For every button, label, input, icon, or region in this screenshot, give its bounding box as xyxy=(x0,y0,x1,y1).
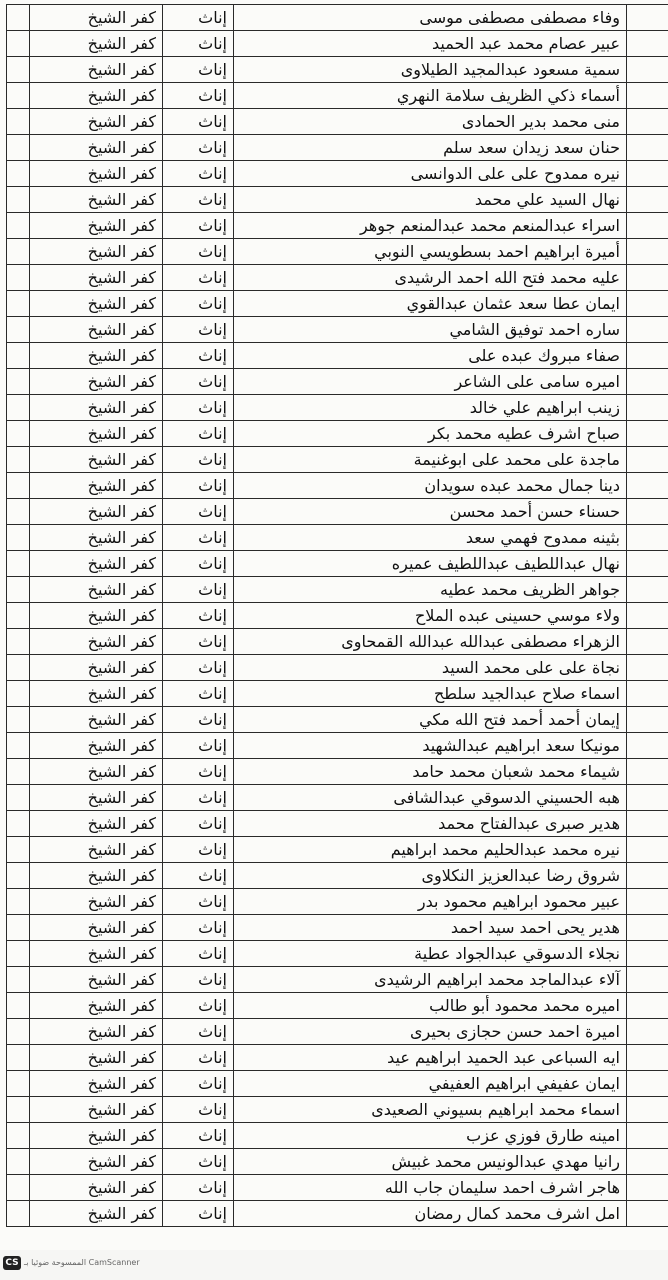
row-blank-cell xyxy=(627,1201,668,1227)
name-cell: هاجر اشرف احمد سليمان جاب الله xyxy=(234,1175,627,1201)
table-row xyxy=(7,811,668,837)
edge-cell xyxy=(7,291,30,317)
camscanner-logo-icon: CS xyxy=(3,1256,21,1270)
row-blank-cell xyxy=(627,1071,668,1097)
name-cell: نجلاء الدسوقي عبدالجواد عطية xyxy=(234,941,627,967)
name-cell: زينب ابراهيم علي خالد xyxy=(234,395,627,421)
gender-cell: إناث xyxy=(163,187,234,213)
table-row xyxy=(7,83,668,109)
table-row xyxy=(7,629,668,655)
governorate-cell: كفر الشيخ xyxy=(30,863,163,889)
governorate-cell: كفر الشيخ xyxy=(30,993,163,1019)
gender-cell: إناث xyxy=(163,1201,234,1227)
gender-cell: إناث xyxy=(163,629,234,655)
name-cell: إيمان أحمد أحمد فتح الله مكي xyxy=(234,707,627,733)
edge-cell xyxy=(7,915,30,941)
governorate-cell: كفر الشيخ xyxy=(30,681,163,707)
edge-cell xyxy=(7,889,30,915)
table-row xyxy=(7,1149,668,1175)
edge-cell xyxy=(7,811,30,837)
name-cell: حنان سعد زيدان سعد سلم xyxy=(234,135,627,161)
edge-cell xyxy=(7,1149,30,1175)
name-cell: عليه محمد فتح الله احمد الرشيدى xyxy=(234,265,627,291)
governorate-cell: كفر الشيخ xyxy=(30,239,163,265)
edge-cell xyxy=(7,629,30,655)
row-blank-cell xyxy=(627,135,668,161)
edge-cell xyxy=(7,213,30,239)
row-blank-cell xyxy=(627,915,668,941)
table-row xyxy=(7,109,668,135)
gender-cell: إناث xyxy=(163,31,234,57)
edge-cell xyxy=(7,603,30,629)
edge-cell xyxy=(7,135,30,161)
governorate-cell: كفر الشيخ xyxy=(30,525,163,551)
governorate-cell: كفر الشيخ xyxy=(30,811,163,837)
table-row xyxy=(7,681,668,707)
gender-cell: إناث xyxy=(163,785,234,811)
row-blank-cell xyxy=(627,759,668,785)
row-blank-cell xyxy=(627,369,668,395)
gender-cell: إناث xyxy=(163,889,234,915)
name-cell: بثينه ممدوح فهمي سعد xyxy=(234,525,627,551)
gender-cell: إناث xyxy=(163,369,234,395)
edge-cell xyxy=(7,1097,30,1123)
name-cell: ايمان عفيفي ابراهيم العفيفي xyxy=(234,1071,627,1097)
row-blank-cell xyxy=(627,499,668,525)
gender-cell: إناث xyxy=(163,161,234,187)
edge-cell xyxy=(7,733,30,759)
gender-cell: إناث xyxy=(163,1097,234,1123)
gender-cell: إناث xyxy=(163,863,234,889)
edge-cell xyxy=(7,239,30,265)
gender-cell: إناث xyxy=(163,499,234,525)
governorate-cell: كفر الشيخ xyxy=(30,889,163,915)
name-cell: نهال عبداللطيف عبداللطيف عميره xyxy=(234,551,627,577)
governorate-cell: كفر الشيخ xyxy=(30,1149,163,1175)
row-blank-cell xyxy=(627,707,668,733)
table-row xyxy=(7,395,668,421)
row-blank-cell xyxy=(627,1149,668,1175)
edge-cell xyxy=(7,1019,30,1045)
governorate-cell: كفر الشيخ xyxy=(30,603,163,629)
table-row xyxy=(7,213,668,239)
row-blank-cell xyxy=(627,967,668,993)
row-blank-cell xyxy=(627,239,668,265)
gender-cell: إناث xyxy=(163,525,234,551)
governorate-cell: كفر الشيخ xyxy=(30,1201,163,1227)
governorate-cell: كفر الشيخ xyxy=(30,915,163,941)
row-blank-cell xyxy=(627,941,668,967)
governorate-cell: كفر الشيخ xyxy=(30,31,163,57)
edge-cell xyxy=(7,837,30,863)
table-row xyxy=(7,447,668,473)
name-cell: امل اشرف محمد كمال رمضان xyxy=(234,1201,627,1227)
edge-cell xyxy=(7,1175,30,1201)
edge-cell xyxy=(7,785,30,811)
edge-cell xyxy=(7,83,30,109)
governorate-cell: كفر الشيخ xyxy=(30,109,163,135)
table-row xyxy=(7,161,668,187)
gender-cell: إناث xyxy=(163,5,234,31)
gender-cell: إناث xyxy=(163,265,234,291)
row-blank-cell xyxy=(627,629,668,655)
edge-cell xyxy=(7,31,30,57)
edge-cell xyxy=(7,421,30,447)
name-cell: ماجدة على محمد على ابوغنيمة xyxy=(234,447,627,473)
row-blank-cell xyxy=(627,1097,668,1123)
row-blank-cell xyxy=(627,291,668,317)
edge-cell xyxy=(7,1201,30,1227)
name-cell: صفاء مبروك عبده على xyxy=(234,343,627,369)
gender-cell: إناث xyxy=(163,551,234,577)
name-cell: رانيا مهدي عبدالونيس محمد غبيش xyxy=(234,1149,627,1175)
table-row xyxy=(7,525,668,551)
table-row xyxy=(7,1071,668,1097)
governorate-cell: كفر الشيخ xyxy=(30,447,163,473)
name-cell: آلاء عبدالماجد محمد ابراهيم الرشيدى xyxy=(234,967,627,993)
table-row xyxy=(7,369,668,395)
governorate-cell: كفر الشيخ xyxy=(30,317,163,343)
table-row xyxy=(7,291,668,317)
governorate-cell: كفر الشيخ xyxy=(30,759,163,785)
row-blank-cell xyxy=(627,1175,668,1201)
edge-cell xyxy=(7,993,30,1019)
governorate-cell: كفر الشيخ xyxy=(30,83,163,109)
name-cell: اميرة احمد حسن حجازى بحيرى xyxy=(234,1019,627,1045)
row-blank-cell xyxy=(627,785,668,811)
gender-cell: إناث xyxy=(163,915,234,941)
governorate-cell: كفر الشيخ xyxy=(30,5,163,31)
table-row xyxy=(7,1201,668,1227)
row-blank-cell xyxy=(627,5,668,31)
gender-cell: إناث xyxy=(163,733,234,759)
row-blank-cell xyxy=(627,655,668,681)
governorate-cell: كفر الشيخ xyxy=(30,1175,163,1201)
name-cell: وفاء مصطفى مصطفى موسى xyxy=(234,5,627,31)
row-blank-cell xyxy=(627,551,668,577)
row-blank-cell xyxy=(627,31,668,57)
gender-cell: إناث xyxy=(163,1123,234,1149)
edge-cell xyxy=(7,395,30,421)
row-blank-cell xyxy=(627,395,668,421)
gender-cell: إناث xyxy=(163,109,234,135)
name-cell: دينا جمال محمد عبده سويدان xyxy=(234,473,627,499)
gender-cell: إناث xyxy=(163,343,234,369)
row-blank-cell xyxy=(627,811,668,837)
gender-cell: إناث xyxy=(163,1071,234,1097)
gender-cell: إناث xyxy=(163,473,234,499)
table-row xyxy=(7,135,668,161)
name-cell: شيماء محمد شعبان محمد حامد xyxy=(234,759,627,785)
gender-cell: إناث xyxy=(163,993,234,1019)
gender-cell: إناث xyxy=(163,1045,234,1071)
name-cell: منى محمد بدير الحمادى xyxy=(234,109,627,135)
row-blank-cell xyxy=(627,733,668,759)
table-row xyxy=(7,603,668,629)
governorate-cell: كفر الشيخ xyxy=(30,655,163,681)
gender-cell: إناث xyxy=(163,83,234,109)
row-blank-cell xyxy=(627,525,668,551)
table-row xyxy=(7,1045,668,1071)
name-cell: اميره محمد محمود أبو طالب xyxy=(234,993,627,1019)
row-blank-cell xyxy=(627,1123,668,1149)
name-cell: اسراء عبدالمنعم محمد عبدالمنعم جوهر xyxy=(234,213,627,239)
gender-cell: إناث xyxy=(163,759,234,785)
gender-cell: إناث xyxy=(163,1149,234,1175)
table-row xyxy=(7,837,668,863)
table-row xyxy=(7,967,668,993)
table-row xyxy=(7,551,668,577)
name-cell: نجاة على على محمد السيد xyxy=(234,655,627,681)
governorate-cell: كفر الشيخ xyxy=(30,707,163,733)
gender-cell: إناث xyxy=(163,811,234,837)
row-blank-cell xyxy=(627,187,668,213)
edge-cell xyxy=(7,551,30,577)
name-cell: امينه طارق فوزي عزب xyxy=(234,1123,627,1149)
governorate-cell: كفر الشيخ xyxy=(30,629,163,655)
row-blank-cell xyxy=(627,837,668,863)
edge-cell xyxy=(7,5,30,31)
governorate-cell: كفر الشيخ xyxy=(30,941,163,967)
row-blank-cell xyxy=(627,473,668,499)
name-cell: عبير عصام محمد عبد الحميد xyxy=(234,31,627,57)
edge-cell xyxy=(7,265,30,291)
name-cell: مونيكا سعد ابراهيم عبدالشهيد xyxy=(234,733,627,759)
governorate-cell: كفر الشيخ xyxy=(30,1019,163,1045)
edge-cell xyxy=(7,1123,30,1149)
row-blank-cell xyxy=(627,83,668,109)
table-row xyxy=(7,1175,668,1201)
governorate-cell: كفر الشيخ xyxy=(30,733,163,759)
gender-cell: إناث xyxy=(163,837,234,863)
governorate-cell: كفر الشيخ xyxy=(30,291,163,317)
edge-cell xyxy=(7,369,30,395)
edge-cell xyxy=(7,109,30,135)
gender-cell: إناث xyxy=(163,941,234,967)
name-cell: ايه السباعى عبد الحميد ابراهيم عيد xyxy=(234,1045,627,1071)
table-row xyxy=(7,915,668,941)
governorate-cell: كفر الشيخ xyxy=(30,499,163,525)
name-cell: حسناء حسن أحمد محسن xyxy=(234,499,627,525)
gender-cell: إناث xyxy=(163,681,234,707)
scanner-footer xyxy=(0,1250,668,1280)
edge-cell xyxy=(7,941,30,967)
governorate-cell: كفر الشيخ xyxy=(30,421,163,447)
row-blank-cell xyxy=(627,993,668,1019)
table-row xyxy=(7,577,668,603)
table-row xyxy=(7,655,668,681)
gender-cell: إناث xyxy=(163,447,234,473)
edge-cell xyxy=(7,447,30,473)
name-cell: أسماء ذكي الظريف سلامة النهري xyxy=(234,83,627,109)
row-blank-cell xyxy=(627,57,668,83)
governorate-cell: كفر الشيخ xyxy=(30,57,163,83)
gender-cell: إناث xyxy=(163,1175,234,1201)
name-cell: صباح اشرف عطيه محمد بكر xyxy=(234,421,627,447)
gender-cell: إناث xyxy=(163,239,234,265)
gender-cell: إناث xyxy=(163,707,234,733)
name-cell: سمية مسعود عبدالمجيد الطيلاوى xyxy=(234,57,627,83)
table-row xyxy=(7,1019,668,1045)
gender-cell: إناث xyxy=(163,291,234,317)
name-cell: ولاء موسي حسينى عبده الملاح xyxy=(234,603,627,629)
gender-cell: إناث xyxy=(163,57,234,83)
name-cell: عبير محمود ابراهيم محمود بدر xyxy=(234,889,627,915)
edge-cell xyxy=(7,525,30,551)
table-row xyxy=(7,785,668,811)
table-row xyxy=(7,759,668,785)
name-cell: ساره احمد توفيق الشامي xyxy=(234,317,627,343)
governorate-cell: كفر الشيخ xyxy=(30,187,163,213)
governorate-cell: كفر الشيخ xyxy=(30,1045,163,1071)
edge-cell xyxy=(7,577,30,603)
governorate-cell: كفر الشيخ xyxy=(30,1123,163,1149)
edge-cell xyxy=(7,57,30,83)
edge-cell xyxy=(7,161,30,187)
gender-cell: إناث xyxy=(163,317,234,343)
governorate-cell: كفر الشيخ xyxy=(30,369,163,395)
table-row xyxy=(7,941,668,967)
gender-cell: إناث xyxy=(163,213,234,239)
edge-cell xyxy=(7,707,30,733)
governorate-cell: كفر الشيخ xyxy=(30,551,163,577)
governorate-cell: كفر الشيخ xyxy=(30,343,163,369)
name-cell: اسماء صلاح عبدالجيد سلطح xyxy=(234,681,627,707)
name-cell: نيره محمد عبدالحليم محمد ابراهيم xyxy=(234,837,627,863)
name-cell: نيره ممدوح على على الدوانسى xyxy=(234,161,627,187)
gender-cell: إناث xyxy=(163,1019,234,1045)
table-row xyxy=(7,1123,668,1149)
gender-cell: إناث xyxy=(163,655,234,681)
name-cell: الزهراء مصطفى عبدالله عبدالله القمحاوى xyxy=(234,629,627,655)
table-row xyxy=(7,863,668,889)
table-row xyxy=(7,5,668,31)
edge-cell xyxy=(7,759,30,785)
governorate-cell: كفر الشيخ xyxy=(30,161,163,187)
name-cell: نهال السيد علي محمد xyxy=(234,187,627,213)
governorate-cell: كفر الشيخ xyxy=(30,213,163,239)
row-blank-cell xyxy=(627,161,668,187)
name-cell: اسماء محمد ابراهيم بسيوني الصعيدى xyxy=(234,1097,627,1123)
gender-cell: إناث xyxy=(163,967,234,993)
scanner-watermark-text: CamScanner الممسوحة ضوئيا بـ xyxy=(24,1258,140,1267)
edge-cell xyxy=(7,317,30,343)
row-blank-cell xyxy=(627,577,668,603)
edge-cell xyxy=(7,1045,30,1071)
name-cell: جواهر الظريف محمد عطيه xyxy=(234,577,627,603)
row-blank-cell xyxy=(627,447,668,473)
name-cell: هدير يحى احمد سيد احمد xyxy=(234,915,627,941)
name-cell: هبه الحسيني الدسوقي عبدالشافى xyxy=(234,785,627,811)
table-row xyxy=(7,1097,668,1123)
gender-cell: إناث xyxy=(163,603,234,629)
table-row xyxy=(7,317,668,343)
name-cell: شروق رضا عبدالعزيز النكلاوى xyxy=(234,863,627,889)
table-row xyxy=(7,889,668,915)
governorate-cell: كفر الشيخ xyxy=(30,785,163,811)
table-row xyxy=(7,31,668,57)
edge-cell xyxy=(7,681,30,707)
table-row xyxy=(7,499,668,525)
name-cell: هدير صبرى عبدالفتاح محمد xyxy=(234,811,627,837)
table-row xyxy=(7,421,668,447)
gender-cell: إناث xyxy=(163,577,234,603)
table-row xyxy=(7,187,668,213)
governorate-cell: كفر الشيخ xyxy=(30,395,163,421)
edge-cell xyxy=(7,499,30,525)
row-blank-cell xyxy=(627,343,668,369)
edge-cell xyxy=(7,967,30,993)
table-row xyxy=(7,707,668,733)
edge-cell xyxy=(7,1071,30,1097)
row-blank-cell xyxy=(627,1045,668,1071)
governorate-cell: كفر الشيخ xyxy=(30,1097,163,1123)
edge-cell xyxy=(7,473,30,499)
edge-cell xyxy=(7,187,30,213)
table-row xyxy=(7,57,668,83)
governorate-cell: كفر الشيخ xyxy=(30,135,163,161)
governorate-cell: كفر الشيخ xyxy=(30,967,163,993)
gender-cell: إناث xyxy=(163,395,234,421)
name-cell: اميره سامى على الشاعر xyxy=(234,369,627,395)
row-blank-cell xyxy=(627,421,668,447)
row-blank-cell xyxy=(627,1019,668,1045)
row-blank-cell xyxy=(627,681,668,707)
row-blank-cell xyxy=(627,213,668,239)
table-row xyxy=(7,265,668,291)
governorate-cell: كفر الشيخ xyxy=(30,837,163,863)
governorate-cell: كفر الشيخ xyxy=(30,473,163,499)
table-row xyxy=(7,993,668,1019)
row-blank-cell xyxy=(627,109,668,135)
table-row xyxy=(7,473,668,499)
row-blank-cell xyxy=(627,265,668,291)
edge-cell xyxy=(7,343,30,369)
governorate-cell: كفر الشيخ xyxy=(30,577,163,603)
table-row xyxy=(7,343,668,369)
gender-cell: إناث xyxy=(163,135,234,161)
governorate-cell: كفر الشيخ xyxy=(30,1071,163,1097)
row-blank-cell xyxy=(627,317,668,343)
edge-cell xyxy=(7,655,30,681)
row-blank-cell xyxy=(627,863,668,889)
table-row xyxy=(7,733,668,759)
table-row xyxy=(7,239,668,265)
gender-cell: إناث xyxy=(163,421,234,447)
name-cell: أميرة ابراهيم احمد بسطويسي النوبي xyxy=(234,239,627,265)
edge-cell xyxy=(7,863,30,889)
names-table xyxy=(6,4,668,1227)
row-blank-cell xyxy=(627,603,668,629)
name-cell: ايمان عطا سعد عثمان عبدالقوي xyxy=(234,291,627,317)
governorate-cell: كفر الشيخ xyxy=(30,265,163,291)
row-blank-cell xyxy=(627,889,668,915)
